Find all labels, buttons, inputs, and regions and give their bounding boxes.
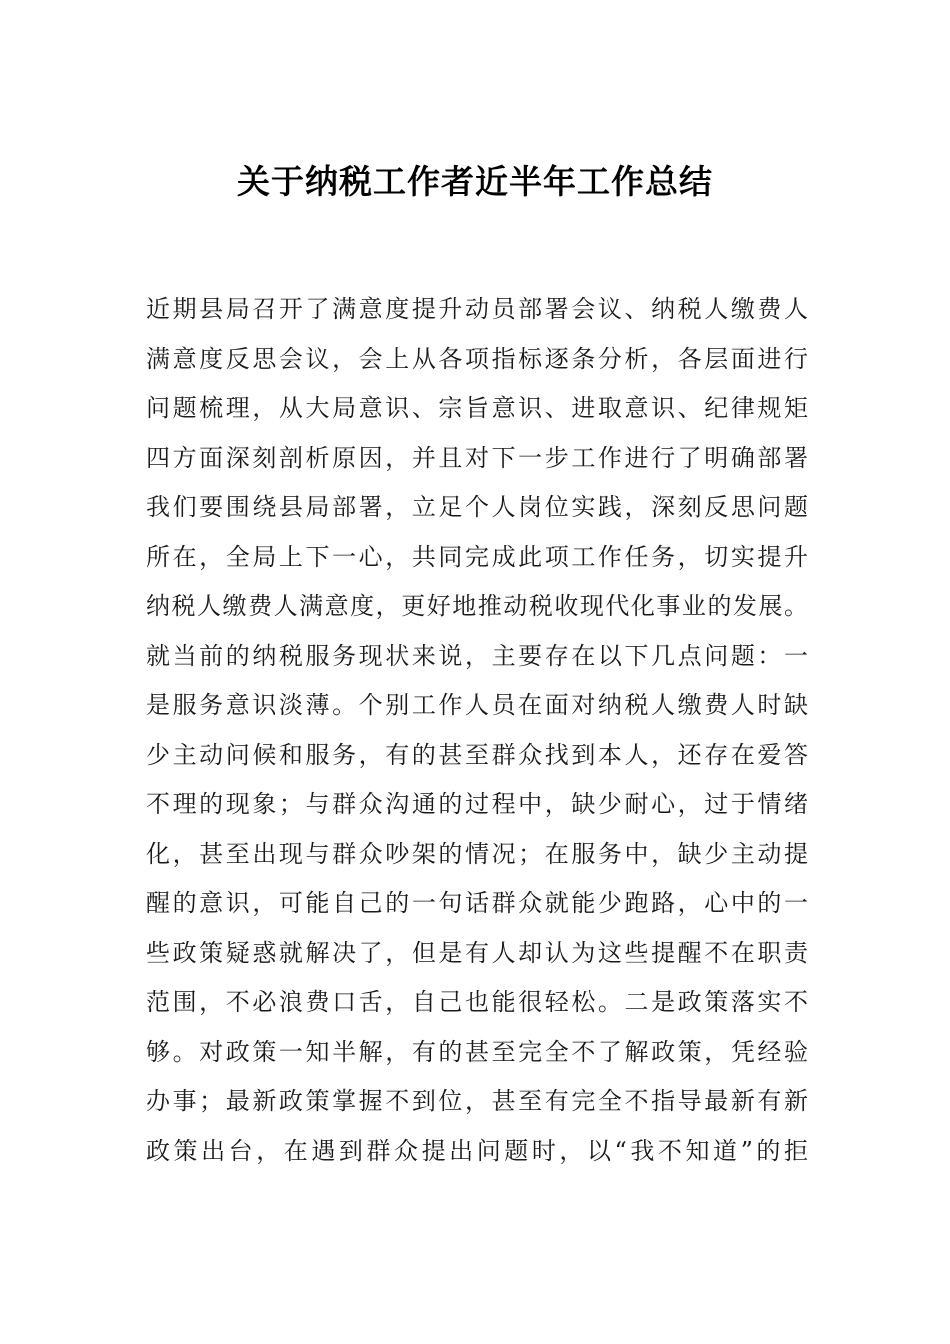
body-line: 近期县局召开了满意度提升动员部署会议、纳税人缴费人 [146,295,808,323]
body-line: 政策出台，在遇到群众提出问题时，以“我不知道”的拒 [146,1136,808,1165]
body-line: 少主动问候和服务，有的甚至群众找到本人，还存在爱答 [146,740,808,769]
body-line: 就当前的纳税服务现状来说，主要存在以下几点问题：一 [146,641,808,670]
body-line: 醒的意识，可能自己的一句话群众就能少跑路，心中的一 [146,889,808,917]
body-line: 不理的现象；与群众沟通的过程中，缺少耐心，过于情绪 [146,790,808,818]
document-title: 关于纳税工作者近半年工作总结 [237,162,713,201]
body-line: 是服务意识淡薄。个别工作人员在面对纳税人缴费人时缺 [146,691,808,719]
document-body [146,285,808,1176]
body-line: 化，甚至出现与群众吵架的情况；在服务中，缺少主动提 [146,839,808,868]
body-line: 办事；最新政策掌握不到位，甚至有完全不指导最新有新 [146,1087,808,1115]
body-line: 范围，不必浪费口舌，自己也能很轻松。二是政策落实不 [146,988,808,1016]
body-line: 些政策疑惑就解决了，但是有人却认为这些提醒不在职责 [146,938,808,967]
body-line: 纳税人缴费人满意度，更好地推动税收现代化事业的发展。 [146,592,808,620]
body-line: 问题梳理，从大局意识、宗旨意识、进取意识、纪律规矩 [146,394,808,422]
body-line: 满意度反思会议，会上从各项指标逐条分析，各层面进行 [146,344,808,373]
body-line: 所在，全局上下一心，共同完成此项工作任务，切实提升 [146,542,808,571]
body-line: 四方面深刻剖析原因，并且对下一步工作进行了明确部署 [146,443,808,472]
body-line: 够。对政策一知半解，有的甚至完全不了解政策，凭经验 [146,1037,808,1066]
body-line: 我们要围绕县局部署，立足个人岗位实践，深刻反思问题 [146,493,808,521]
